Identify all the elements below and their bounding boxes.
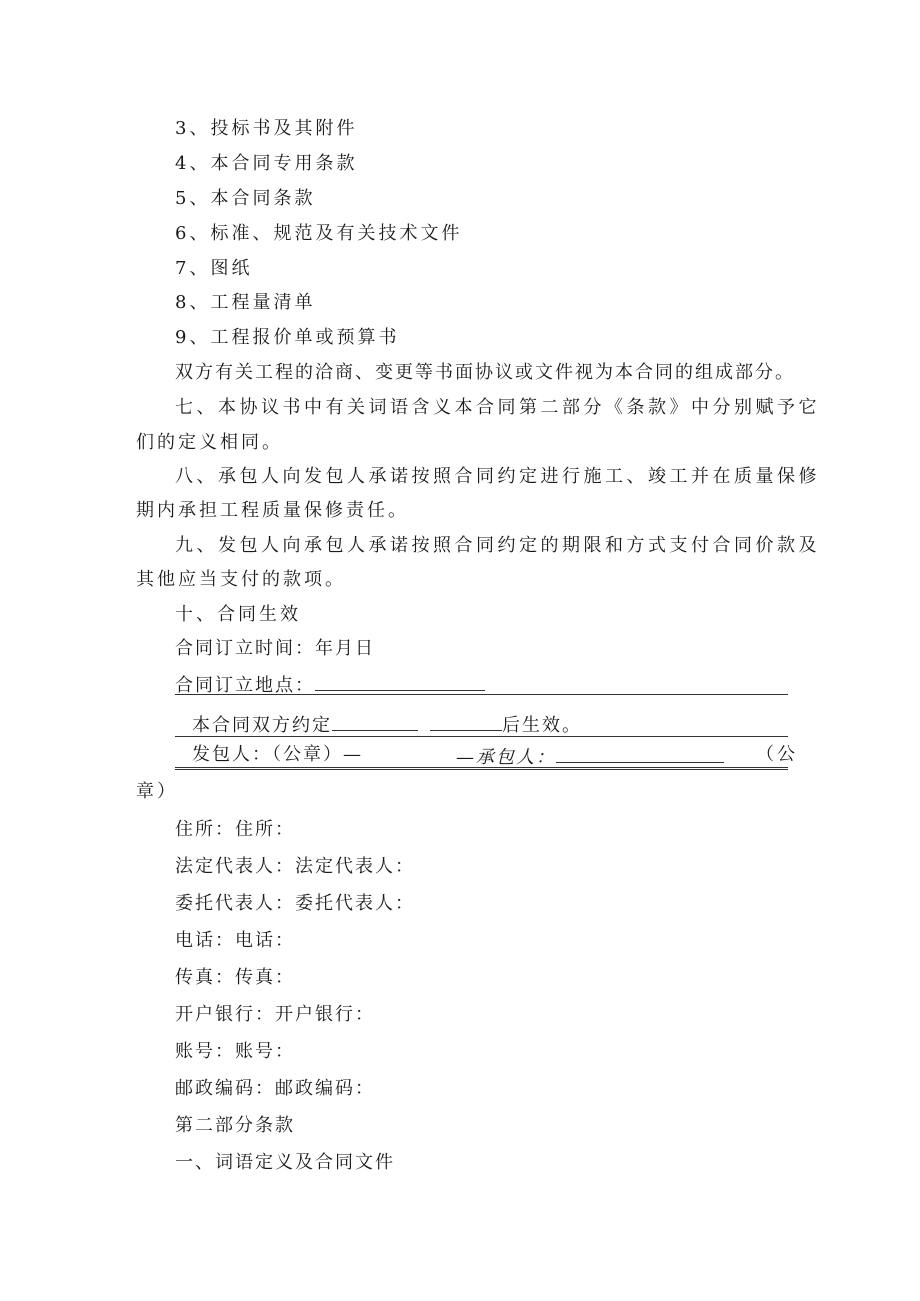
sign-place-blank [315,672,485,691]
clause-10-title: 十、合同生效 [175,604,301,625]
field-legal-rep: 法定代表人：法定代表人： [175,856,415,877]
seal-wrap: 章） [136,781,178,802]
effective-label: 本合同双方约定 [192,715,332,736]
paragraph-negotiation: 双方有关工程的洽商、变更等书面协议或文件视为本合同的组成部分。 [175,362,795,383]
clause-9-line-1: 九、发包人向承包人承诺按照合同约定的期限和方式支付合同价款及 [175,535,820,556]
field-postcode: 邮政编码：邮政编码： [175,1078,375,1099]
party-a-seal: 发包人：（公章）— [192,744,363,765]
section-title: 第二部分条款 [175,1115,295,1136]
field-account: 账号：账号： [175,1041,295,1062]
effective-blank-2 [430,712,502,731]
sign-time: 合同订立时间：年月日 [175,638,375,659]
clause-7-line-1: 七、本协议书中有关词语含义本合同第二部分《条款》中分别赋予它 [175,397,820,418]
list-item: 8、工程量清单 [175,292,316,313]
effective-blank-1 [332,712,418,731]
list-item: 9、工程报价单或预算书 [175,327,400,348]
list-item: 6、标准、规范及有关技术文件 [175,223,463,244]
effective-condition [192,712,582,737]
field-agent: 委托代表人：委托代表人： [175,893,415,914]
clause-9-line-2: 其他应当支付的款项。 [136,569,346,590]
clause-7-line-2: 们的定义相同。 [136,432,283,453]
divider [175,736,788,737]
divider [175,767,788,770]
effective-suffix: 后生效。 [502,715,582,736]
clause-8-line-1: 八、承包人向发包人承诺按照合同约定进行施工、竣工并在质量保修 [175,466,820,487]
section-heading: 一、词语定义及合同文件 [175,1152,395,1173]
clause-8-line-2: 期内承担工程质量保修责任。 [136,500,409,521]
list-item: 5、本合同条款 [175,188,316,209]
sign-place-label: 合同订立地点： [175,675,315,696]
field-bank: 开户银行：开户银行： [175,1004,375,1025]
divider [175,694,788,695]
list-item: 7、图纸 [175,258,253,279]
field-fax: 传真：传真： [175,967,295,988]
list-item: 3、投标书及其附件 [175,118,358,139]
party-b-blank [556,744,724,763]
party-b-seal: （公 [756,744,798,765]
list-item: 4、本合同专用条款 [175,153,358,174]
field-address: 住所：住所： [175,819,295,840]
field-phone: 电话：电话： [175,930,295,951]
party-b-label: —承包人： [456,747,556,768]
party-b [456,744,724,769]
